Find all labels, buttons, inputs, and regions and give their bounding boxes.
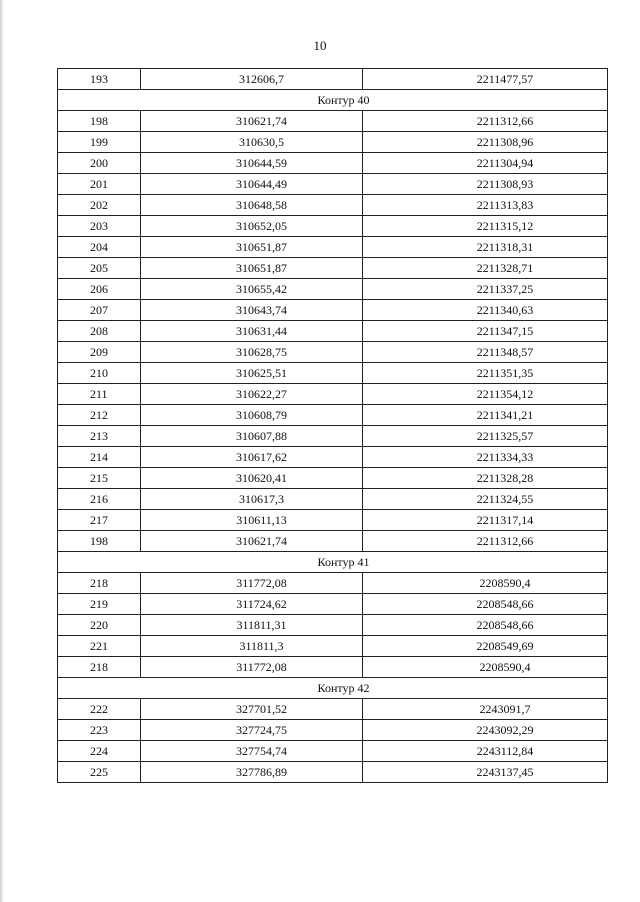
table-row: [58, 363, 608, 384]
table-row: [58, 132, 608, 153]
point-number-cell: 213: [58, 426, 141, 447]
y-coordinate-cell: 2211318,31: [363, 237, 608, 258]
point-number-cell: 210: [58, 363, 141, 384]
point-number-cell: 221: [58, 636, 141, 657]
y-coordinate-cell: 2211313,83: [363, 195, 608, 216]
point-number-cell: 206: [58, 279, 141, 300]
table-row: [58, 174, 608, 195]
x-coordinate-cell: 310617,3: [141, 489, 363, 510]
x-coordinate-cell: 312606,7: [141, 69, 363, 90]
x-coordinate-cell: 310643,74: [141, 300, 363, 321]
point-number-cell: 211: [58, 384, 141, 405]
x-coordinate-cell: 327701,52: [141, 699, 363, 720]
y-coordinate-cell: 2211308,93: [363, 174, 608, 195]
x-coordinate-cell: 311772,08: [141, 573, 363, 594]
point-number-cell: 218: [58, 657, 141, 678]
y-coordinate-cell: 2208548,66: [363, 594, 608, 615]
table-row: [58, 426, 608, 447]
table-row: [58, 573, 608, 594]
y-coordinate-cell: 2211328,71: [363, 258, 608, 279]
point-number-cell: 203: [58, 216, 141, 237]
y-coordinate-cell: 2211304,94: [363, 153, 608, 174]
x-coordinate-cell: 311724,62: [141, 594, 363, 615]
x-coordinate-cell: 327724,75: [141, 720, 363, 741]
table-row: [58, 279, 608, 300]
table-row: [58, 594, 608, 615]
point-number-cell: 225: [58, 762, 141, 783]
x-coordinate-cell: 310621,74: [141, 531, 363, 552]
table-row: [58, 657, 608, 678]
x-coordinate-cell: 310628,75: [141, 342, 363, 363]
x-coordinate-cell: 310608,79: [141, 405, 363, 426]
point-number-cell: 215: [58, 468, 141, 489]
x-coordinate-cell: 311772,08: [141, 657, 363, 678]
point-number-cell: 201: [58, 174, 141, 195]
contour-header-row: [58, 90, 608, 111]
point-number-cell: 212: [58, 405, 141, 426]
x-coordinate-cell: 310607,88: [141, 426, 363, 447]
y-coordinate-cell: 2211341,21: [363, 405, 608, 426]
point-number-cell: 205: [58, 258, 141, 279]
contour-title: Контур 41: [58, 552, 608, 573]
y-coordinate-cell: 2243092,29: [363, 720, 608, 741]
y-coordinate-cell: 2243112,84: [363, 741, 608, 762]
contour-title: Контур 40: [58, 90, 608, 111]
table-row: [58, 69, 608, 90]
x-coordinate-cell: 310631,44: [141, 321, 363, 342]
table-row: [58, 405, 608, 426]
y-coordinate-cell: 2243091,7: [363, 699, 608, 720]
table-row: [58, 321, 608, 342]
point-number-cell: 223: [58, 720, 141, 741]
table-row: [58, 615, 608, 636]
y-coordinate-cell: 2208549,69: [363, 636, 608, 657]
x-coordinate-cell: 310655,42: [141, 279, 363, 300]
point-number-cell: 198: [58, 531, 141, 552]
x-coordinate-cell: 311811,31: [141, 615, 363, 636]
y-coordinate-cell: 2211334,33: [363, 447, 608, 468]
point-number-cell: 208: [58, 321, 141, 342]
x-coordinate-cell: 310621,74: [141, 111, 363, 132]
y-coordinate-cell: 2208548,66: [363, 615, 608, 636]
y-coordinate-cell: 2243137,45: [363, 762, 608, 783]
point-number-cell: 204: [58, 237, 141, 258]
x-coordinate-cell: 310630,5: [141, 132, 363, 153]
table-row: [58, 237, 608, 258]
point-number-cell: 216: [58, 489, 141, 510]
y-coordinate-cell: 2208590,4: [363, 657, 608, 678]
table-row: [58, 216, 608, 237]
y-coordinate-cell: 2211308,96: [363, 132, 608, 153]
page-number: 10: [313, 38, 327, 53]
table-row: [58, 489, 608, 510]
y-coordinate-cell: 2211312,66: [363, 531, 608, 552]
point-number-cell: 219: [58, 594, 141, 615]
y-coordinate-cell: 2211337,25: [363, 279, 608, 300]
coordinates-table-body: [58, 69, 608, 783]
point-number-cell: 200: [58, 153, 141, 174]
y-coordinate-cell: 2211347,15: [363, 321, 608, 342]
y-coordinate-cell: 2211348,57: [363, 342, 608, 363]
x-coordinate-cell: 310651,87: [141, 258, 363, 279]
y-coordinate-cell: 2211351,35: [363, 363, 608, 384]
point-number-cell: 198: [58, 111, 141, 132]
point-number-cell: 224: [58, 741, 141, 762]
point-number-cell: 207: [58, 300, 141, 321]
y-coordinate-cell: 2208590,4: [363, 573, 608, 594]
table-row: [58, 153, 608, 174]
table-row: [58, 447, 608, 468]
x-coordinate-cell: 310648,58: [141, 195, 363, 216]
coordinates-table: [57, 68, 608, 783]
point-number-cell: 217: [58, 510, 141, 531]
x-coordinate-cell: 310620,41: [141, 468, 363, 489]
x-coordinate-cell: 310651,87: [141, 237, 363, 258]
y-coordinate-cell: 2211477,57: [363, 69, 608, 90]
y-coordinate-cell: 2211324,55: [363, 489, 608, 510]
table-row: [58, 720, 608, 741]
y-coordinate-cell: 2211312,66: [363, 111, 608, 132]
table-row: [58, 468, 608, 489]
y-coordinate-cell: 2211328,28: [363, 468, 608, 489]
table-row: [58, 636, 608, 657]
table-row: [58, 300, 608, 321]
x-coordinate-cell: 310611,13: [141, 510, 363, 531]
table-row: [58, 531, 608, 552]
y-coordinate-cell: 2211340,63: [363, 300, 608, 321]
point-number-cell: 222: [58, 699, 141, 720]
table-row: [58, 699, 608, 720]
contour-title: Контур 42: [58, 678, 608, 699]
point-number-cell: 220: [58, 615, 141, 636]
x-coordinate-cell: 327754,74: [141, 741, 363, 762]
point-number-cell: 199: [58, 132, 141, 153]
table-row: [58, 741, 608, 762]
x-coordinate-cell: 311811,3: [141, 636, 363, 657]
x-coordinate-cell: 310625,51: [141, 363, 363, 384]
y-coordinate-cell: 2211325,57: [363, 426, 608, 447]
point-number-cell: 202: [58, 195, 141, 216]
x-coordinate-cell: 310644,49: [141, 174, 363, 195]
table-row: [58, 384, 608, 405]
y-coordinate-cell: 2211317,14: [363, 510, 608, 531]
table-row: [58, 762, 608, 783]
x-coordinate-cell: 310622,27: [141, 384, 363, 405]
x-coordinate-cell: 327786,89: [141, 762, 363, 783]
point-number-cell: 193: [58, 69, 141, 90]
y-coordinate-cell: 2211315,12: [363, 216, 608, 237]
contour-header-row: [58, 678, 608, 699]
point-number-cell: 218: [58, 573, 141, 594]
x-coordinate-cell: 310652,05: [141, 216, 363, 237]
table-row: [58, 111, 608, 132]
scan-edge-shadow: [0, 0, 4, 902]
point-number-cell: 209: [58, 342, 141, 363]
x-coordinate-cell: 310644,59: [141, 153, 363, 174]
table-row: [58, 195, 608, 216]
x-coordinate-cell: 310617,62: [141, 447, 363, 468]
table-row: [58, 342, 608, 363]
point-number-cell: 214: [58, 447, 141, 468]
table-row: [58, 510, 608, 531]
table-row: [58, 258, 608, 279]
y-coordinate-cell: 2211354,12: [363, 384, 608, 405]
contour-header-row: [58, 552, 608, 573]
